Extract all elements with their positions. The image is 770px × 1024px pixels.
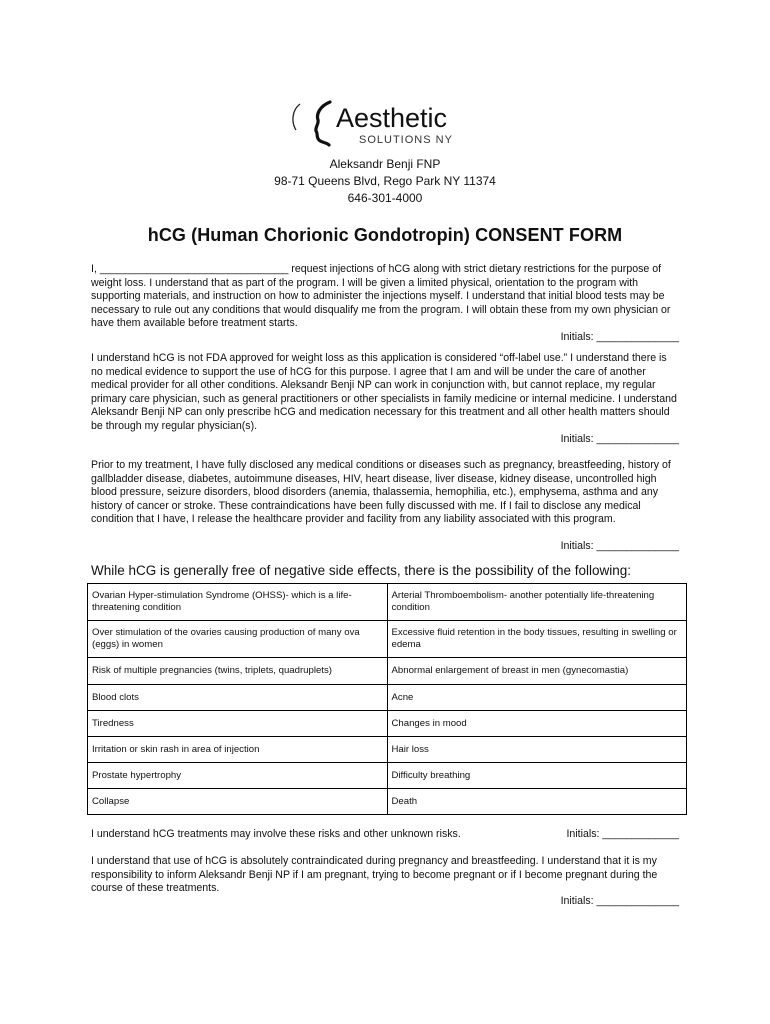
table-cell: Hair loss — [387, 737, 687, 763]
initials-field-3[interactable]: Initials: ______________ — [560, 540, 679, 552]
form-title: hCG (Human Chorionic Gondotropin) CONSENT FORM — [147, 225, 623, 245]
table-cell: Excessive fluid retention in the body tissues, resulting in swelling or edema — [387, 621, 687, 658]
initials-field-5[interactable]: Initials: ______________ — [560, 895, 679, 907]
consent-paragraph-1: I, ________________________________ request injections of hCG along with strict dietary restrictions for the purpose of weight loss. I understand that as part of the program. I will be given a limited physical, orientation to the program with supporting materials, and instruction on how to administer the injections myself. I understand that initial blood tests may be necessary to rule out any conditions that would disqualify me from the program. I will obtain these from my own physician or have them available before treatment starts. — [91, 263, 671, 330]
aesthetic-solutions-logo — [288, 100, 488, 150]
table-cell: Death — [387, 789, 687, 815]
side-effects-heading: While hCG is generally free of negative side effects, there is the possibility of the following: — [91, 563, 632, 578]
provider-phone: 646-301-4000 — [347, 191, 423, 205]
table-cell: Prostate hypertrophy — [88, 763, 388, 789]
table-row — [88, 658, 687, 685]
table-cell: Irritation or skin rash in area of injection — [88, 737, 388, 763]
table-cell: Changes in mood — [387, 711, 687, 737]
pregnancy-paragraph: I understand that use of hCG is absolutely contraindicated during pregnancy and breastfeeding. I understand that it is my responsibility to inform Aleksandr Benji NP if I am pregnant, trying to become pregnant or if I become pregnant during the course of these treatments. — [91, 855, 658, 895]
table-cell: Tiredness — [88, 711, 388, 737]
table-row — [88, 584, 687, 621]
table-cell: Arterial Thromboembolism- another potentially life-threatening condition — [387, 584, 687, 621]
table-cell: Collapse — [88, 789, 388, 815]
consent-paragraph-2: I understand hCG is not FDA approved for weight loss as this application is considered “off-label use.” I understand there is no medical evidence to support the use of hCG for this purpose. I agree that I am and will be under the care of another medical provider for all other conditions. Aleksandr Benji NP can work in conjunction with, but cannot replace, my regular primary care physician, such as general practitioners or other specialists in family medicine or internal medicine. I understand Aleksandr Benji NP can only prescribe hCG and medication necessary for this treatment and all other health matters should be through my regular physician(s). — [91, 352, 677, 432]
logo-face-profile-icon — [293, 104, 300, 130]
initials-field-1[interactable]: Initials: ______________ — [560, 331, 679, 343]
table-cell: Blood clots — [88, 685, 388, 711]
table-row — [88, 789, 687, 815]
table-cell: Risk of multiple pregnancies (twins, triplets, quadruplets) — [88, 658, 388, 685]
table-cell: Abnormal enlargement of breast in men (gynecomastia) — [387, 658, 687, 685]
risk-acknowledgement: I understand hCG treatments may involve these risks and other unknown risks. — [91, 828, 461, 840]
provider-address: 98-71 Queens Blvd, Rego Park NY 11374 — [274, 174, 496, 188]
table-row — [88, 763, 687, 789]
side-effects-table — [87, 583, 687, 815]
initials-field-4[interactable]: Initials: _____________ — [566, 828, 679, 840]
table-cell: Acne — [387, 685, 687, 711]
table-cell: Difficulty breathing — [387, 763, 687, 789]
table-row — [88, 621, 687, 658]
logo-wordmark: Aesthetic — [336, 103, 448, 133]
table-row — [88, 711, 687, 737]
table-row — [88, 737, 687, 763]
provider-name: Aleksandr Benji FNP — [329, 157, 441, 171]
initials-field-2[interactable]: Initials: ______________ — [560, 433, 679, 445]
table-cell: Over stimulation of the ovaries causing production of many ova (eggs) in women — [88, 621, 388, 658]
logo-subtitle: SOLUTIONS NY — [359, 134, 453, 146]
table-cell: Ovarian Hyper-stimulation Syndrome (OHSS)- which is a life-threatening condition — [88, 584, 388, 621]
consent-paragraph-3: Prior to my treatment, I have fully disclosed any medical conditions or diseases such as pregnancy, breastfeeding, history of gallbladder disease, diabetes, autoimmune diseases, HIV, heart disease, liver disease, kidney disease, uncontrolled high blood pressure, seizure disorders, blood disorders (anemia, thalassemia, hemophilia, etc.), emphysema, asthma and any history of cancer or stroke. These contraindications have been fully discussed with me. If I fail to disclose any medical condition that I have, I release the healthcare provider and facility from any liability associated with this program. — [91, 459, 671, 526]
table-row — [88, 685, 687, 711]
